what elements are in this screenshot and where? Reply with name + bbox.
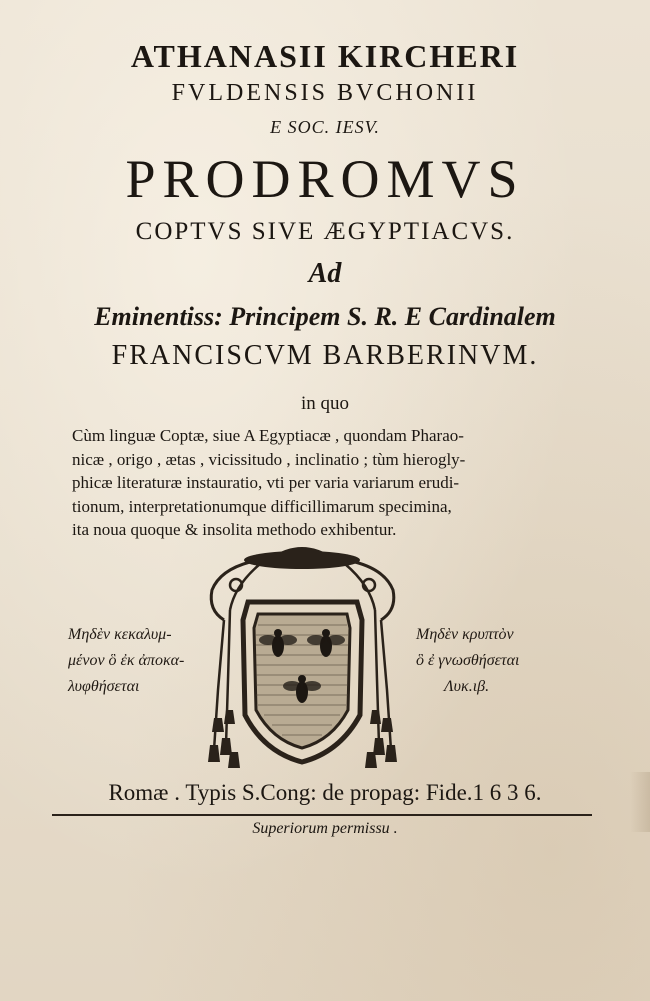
imprint-line: Romæ . Typis S.Cong: de propag: Fide.1 6 3 6. <box>108 780 542 805</box>
book-title: PRODROMVS <box>125 149 525 209</box>
dedicatee-line: Eminentiss: Principem S. R. E Cardinalem <box>94 302 556 331</box>
motto-line: λυφθήσεται <box>68 678 140 695</box>
greek-motto-left <box>68 622 184 700</box>
author-line: ATHANASII KIRCHERI <box>130 38 520 74</box>
imprint-rule <box>52 814 592 816</box>
motto-line: Μηδὲν κεκαλυμ- <box>68 626 172 643</box>
order-line: E SOC. IESV. <box>270 117 380 137</box>
description-line: phicæ literaturæ instauratio, vti per varia variarum erudi- <box>72 473 460 492</box>
origin-line: FVLDENSIS BVCHONII <box>171 80 479 106</box>
barberini-coat-of-arms-icon <box>200 540 405 775</box>
greek-motto-right <box>416 622 519 700</box>
motto-line: Μηδὲν κρυπτὸν <box>416 626 514 643</box>
description-line: Cùm linguæ Coptæ, siue A Egyptiacæ , quondam Pharao- <box>72 426 464 445</box>
book-subtitle: COPTVS SIVE ÆGYPTIACVS. <box>135 218 515 245</box>
cardinal-name: FRANCISCVM BARBERINVM. <box>111 340 539 371</box>
motto-line: μένον ὃ ἐκ ἀποκα- <box>68 652 185 669</box>
description-line: tionum, interpretationumque difficillimarum specimina, <box>72 496 452 516</box>
motto-line: Λυκ.ιβ. <box>444 678 490 695</box>
permission-line: Superiorum permissu . <box>252 820 398 837</box>
in-quo-line: in quo <box>300 393 350 414</box>
dedication-ad: Ad <box>308 258 342 289</box>
description-line: ita noua quoque & insolita methodo exhibentur. <box>72 520 397 539</box>
description-paragraph <box>72 424 582 542</box>
motto-line: ὃ ἐ γνωσθήσεται <box>416 652 520 669</box>
page-edge-shadow <box>630 772 650 832</box>
description-line: nicæ , origo , ætas , vicissitudo , inclinatio ; tùm hierogly- <box>72 449 466 469</box>
